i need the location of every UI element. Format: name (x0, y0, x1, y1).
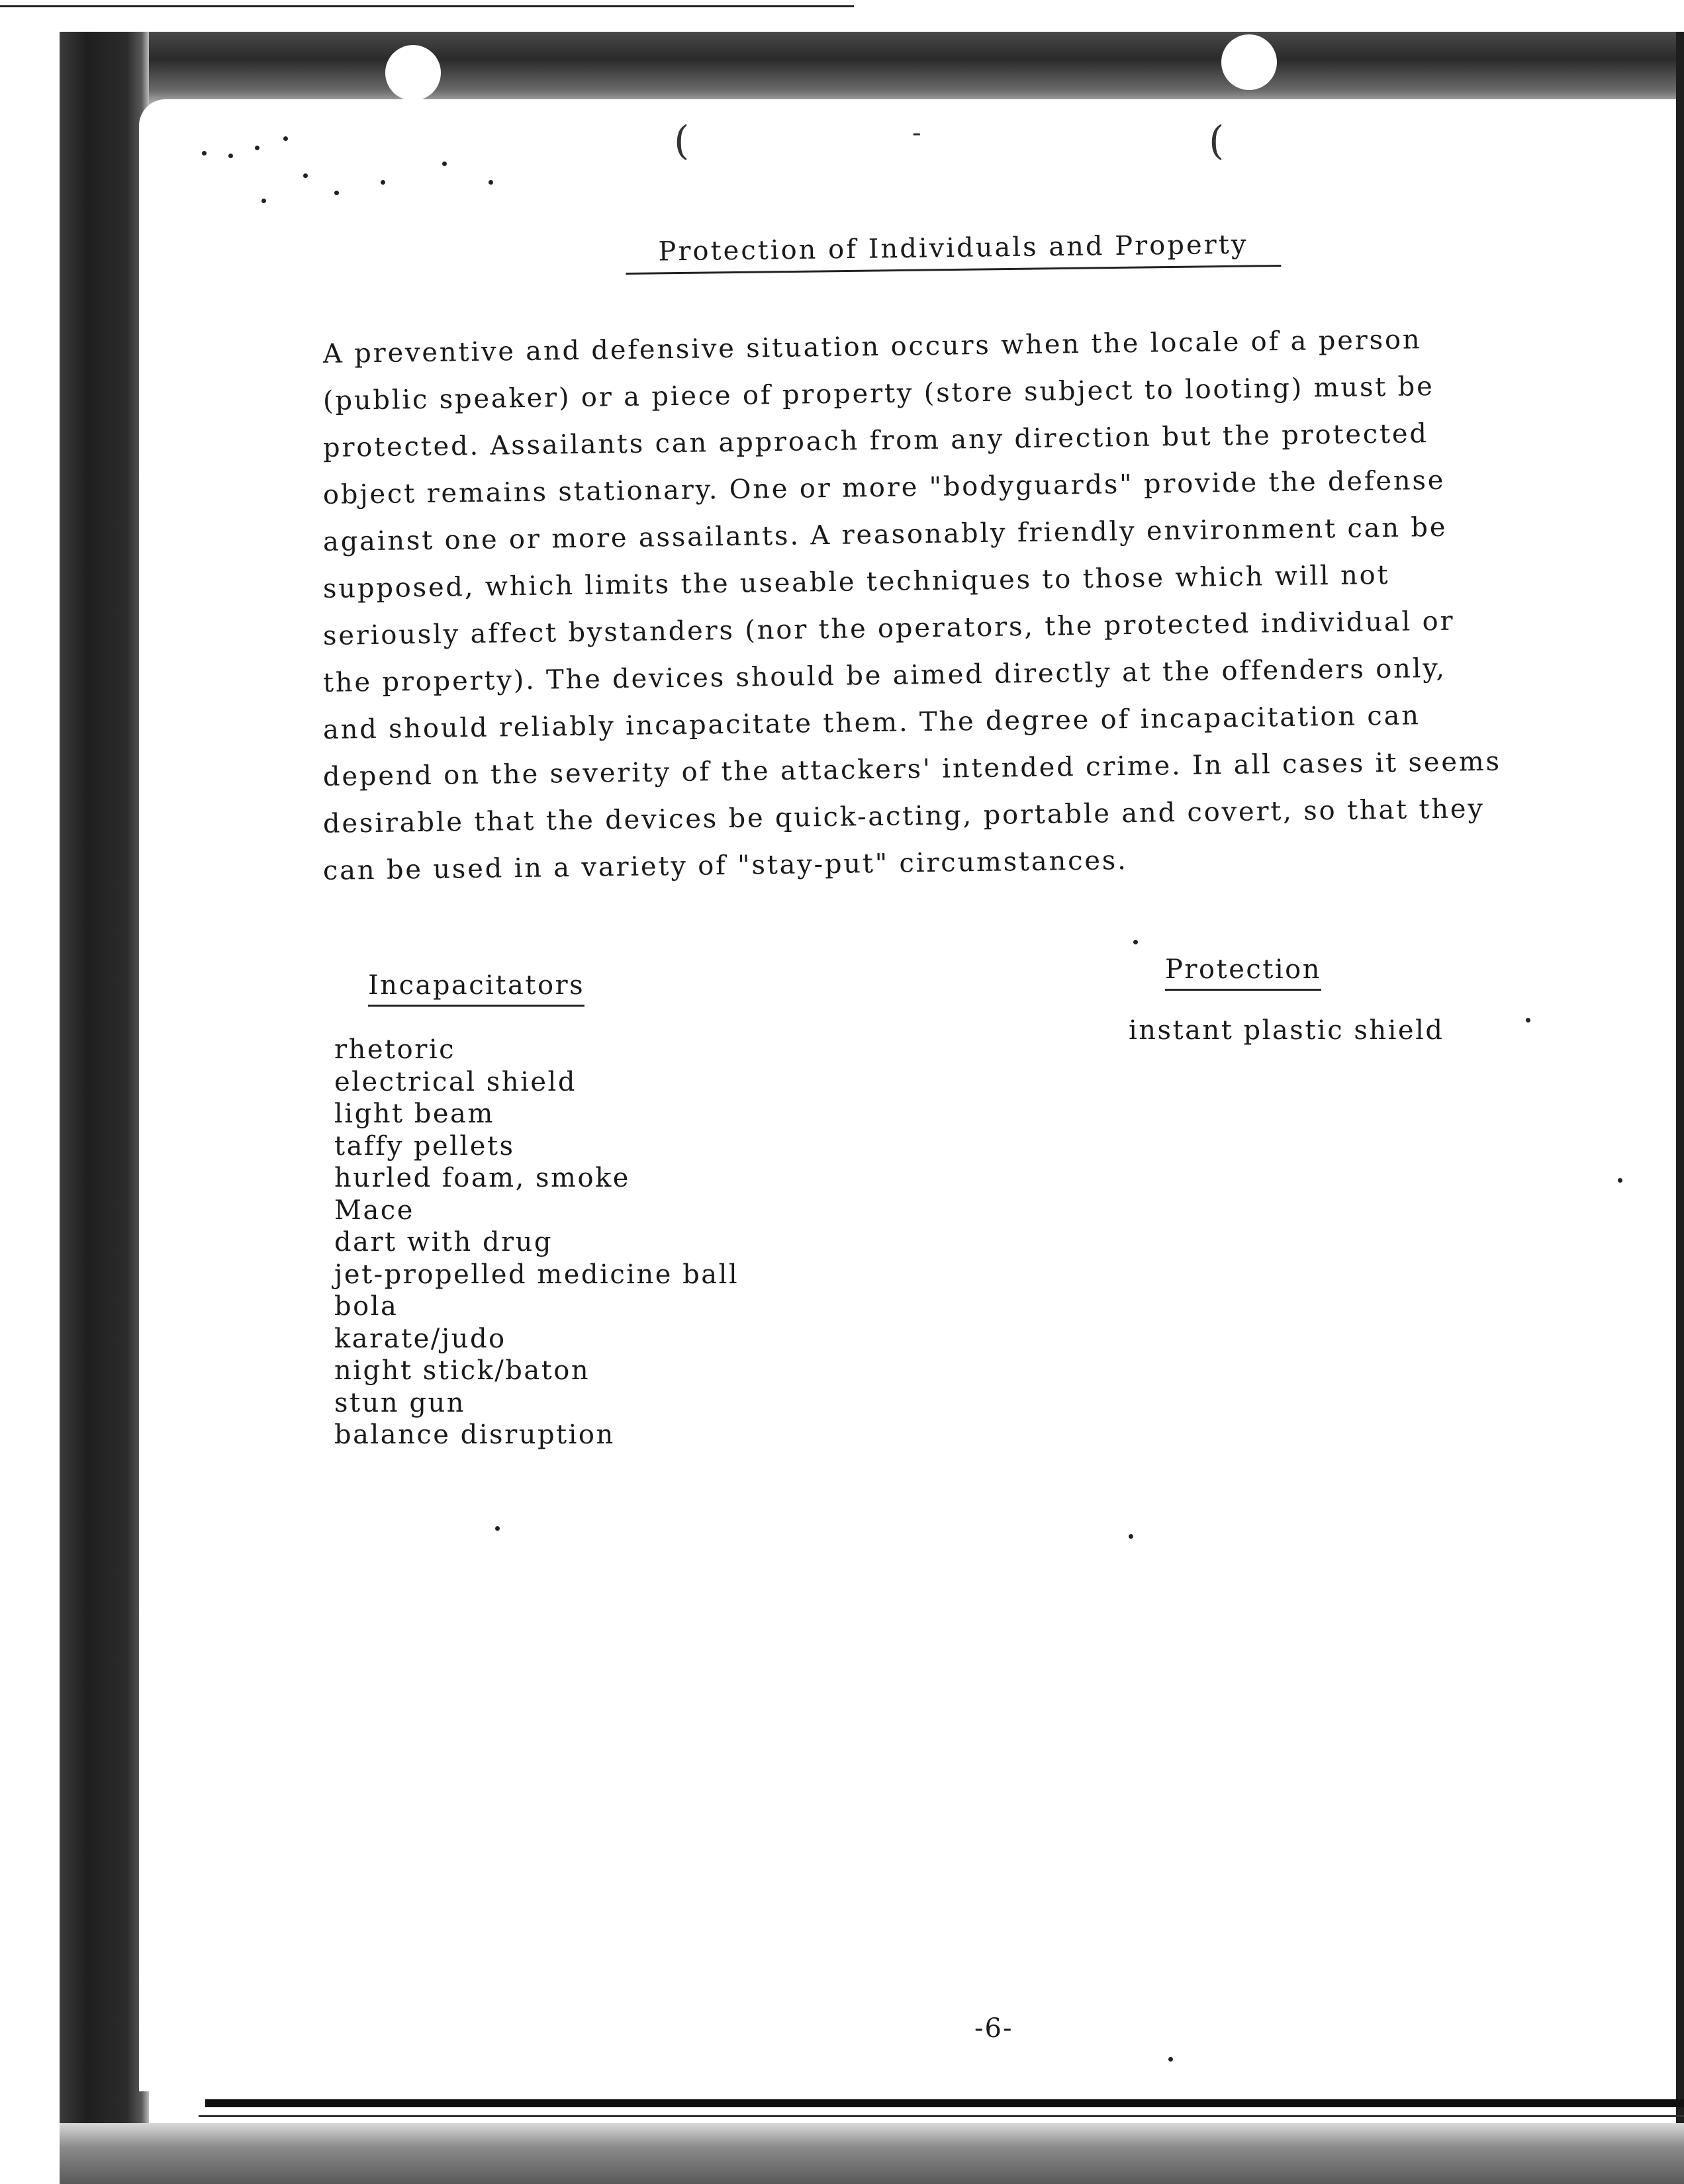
paragraph-line: against one or more assailants. A reasonably friendly environment can be (322, 512, 1448, 557)
list-item: Mace (334, 1195, 414, 1226)
speck (202, 151, 207, 156)
list-item: hurled foam, smoke (334, 1163, 630, 1193)
page-number: -6- (974, 2013, 1013, 2044)
scan-border-right (1676, 32, 1684, 2143)
speck (1129, 1534, 1133, 1539)
speck (228, 154, 233, 158)
speck (1168, 2057, 1173, 2062)
bottom-rule-thin (199, 2115, 1684, 2117)
paragraph-line: seriously affect bystanders (nor the operators, the protected individual or (322, 606, 1455, 651)
list-item: balance disruption (334, 1420, 615, 1450)
punch-hole-right (1221, 34, 1277, 90)
paragraph-line: the property). The devices should be aimed directly at the offenders only, (322, 653, 1447, 698)
list-item: stun gun (334, 1387, 465, 1418)
speck (1133, 940, 1138, 944)
punch-hole-left (385, 45, 441, 101)
list-item: bola (334, 1291, 398, 1322)
scan-border-left (60, 32, 149, 2184)
top-rule (0, 5, 854, 7)
list-item: jet-propelled medicine ball (334, 1259, 739, 1290)
list-item: taffy pellets (334, 1130, 515, 1161)
list-item: dart with drug (334, 1227, 553, 1257)
header-dash: - (912, 118, 921, 148)
speck (255, 146, 259, 150)
paragraph-line: (public speaker) or a piece of property (store subject to looting) must be (322, 371, 1434, 416)
header-paren-right: ( (1209, 118, 1225, 164)
speck (283, 136, 288, 141)
paragraph-line: supposed, which limits the useable techniques to those which will not (322, 559, 1390, 604)
speck (489, 180, 493, 185)
section-title: Protection of Individuals and Property (626, 229, 1282, 275)
paragraph-line: protected. Assailants can approach from any direction but the protected (322, 418, 1429, 463)
incapacitators-list (334, 1034, 739, 1451)
list-item: rhetoric (334, 1034, 456, 1065)
paragraph-line: and should reliably incapacitate them. The degree of incapacitation can (322, 700, 1421, 745)
list-item: karate/judo (334, 1323, 506, 1354)
paragraph-line: object remains stationary. One or more "bodyguards" provide the defense (322, 465, 1446, 510)
scan-border-top (60, 32, 1684, 110)
speck (1526, 1018, 1530, 1023)
protection-item: instant plastic shield (1129, 1015, 1444, 1046)
speck (261, 199, 266, 203)
speck (495, 1526, 500, 1531)
header-paren-left: ( (674, 118, 690, 164)
speck (334, 191, 339, 195)
list-item: electrical shield (334, 1066, 577, 1097)
speck (442, 161, 447, 166)
speck (381, 180, 385, 185)
protection-heading: Protection (1165, 954, 1321, 991)
list-item: night stick/baton (334, 1355, 590, 1386)
scan-border-bottom (60, 2123, 1684, 2184)
paragraph-line: A preventive and defensive situation occurs when the locale of a person (322, 324, 1422, 369)
speck (1618, 1178, 1622, 1183)
paragraph-line: can be used in a variety of "stay-put" circumstances. (322, 845, 1128, 886)
list-item: light beam (334, 1099, 494, 1129)
bottom-rule (205, 2099, 1684, 2107)
paragraph-line: desirable that the devices be quick-acting, portable and covert, so that they (322, 794, 1485, 839)
incapacitators-heading: Incapacitators (368, 970, 585, 1007)
paragraph-line: depend on the severity of the attackers' intended crime. In all cases it seems (322, 746, 1502, 792)
speck (303, 173, 308, 178)
